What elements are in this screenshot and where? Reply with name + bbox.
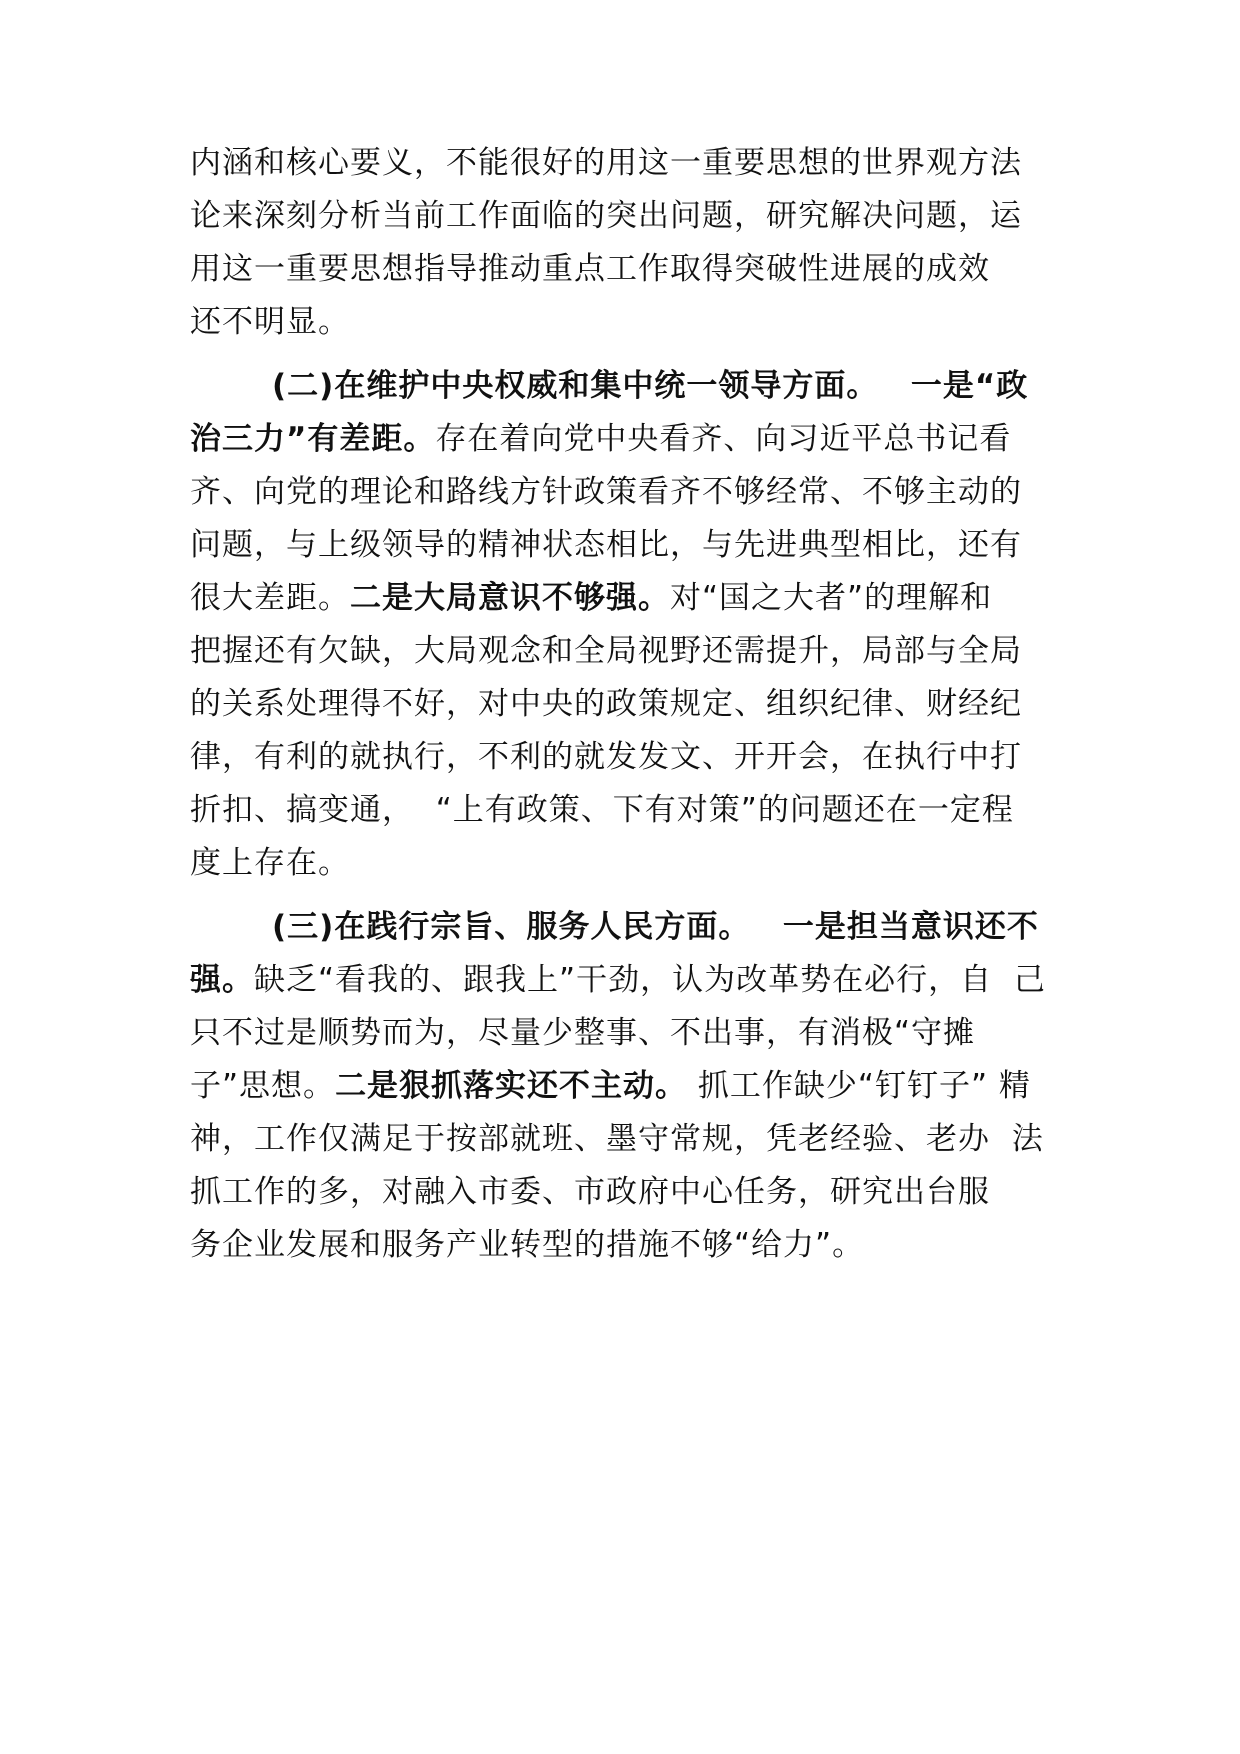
section2-line-8: 律，有利的就执行，不利的就发发文、开开会，在执行中打 — [190, 739, 1022, 775]
section3-line-6: 抓工作的多，对融入市委、市政府中心任务，研究出台服 — [190, 1174, 990, 1210]
section2-line-2 — [190, 419, 1011, 459]
section2-heading-line — [272, 366, 1028, 406]
section2-line-5 — [190, 578, 992, 618]
section3-point1-title-b: 强。 — [190, 962, 254, 998]
section3-line-2-text: 缺乏“看我的、跟我上”干劲，认为改革势在必行，自 己 — [254, 962, 1046, 998]
intro-line-4: 还不明显。 — [190, 304, 350, 340]
section2-line-5-tail: 对“国之大者”的理解和 — [670, 580, 993, 616]
section3-line-2 — [190, 960, 1046, 1000]
section2-heading: (二)在维护中央权威和集中统一领导方面。 — [272, 368, 879, 404]
section2-line-7: 的关系处理得不好，对中央的政策规定、组织纪律、财经纪 — [190, 686, 1022, 722]
section2-line-4: 问题，与上级领导的精神状态相比，与先进典型相比，还有 — [190, 527, 1022, 563]
section2-point1-title-a: 一是“政 — [910, 368, 1029, 404]
intro-line-2: 论来深刻分析当前工作面临的突出问题，研究解决问题，运 — [190, 198, 1022, 234]
section3-line-4-tail: 抓工作缺少“钉钉子” 精 — [687, 1068, 1031, 1104]
section2-line-2-text: 存在着向党中央看齐、向习近平总书记看 — [435, 421, 1012, 457]
section2-line-3: 齐、向党的理论和路线方针政策看齐不够经常、不够主动的 — [190, 474, 1022, 510]
section3-heading: (三)在践行宗旨、服务人民方面。 — [272, 909, 751, 945]
section3-line-5: 神，工作仅满足于按部就班、墨守常规，凭老经验、老办 法 — [190, 1121, 1044, 1157]
section3-point2-title: 二是狠抓落实还不主动。 — [335, 1068, 688, 1104]
section2-line-5-text: 很大差距。 — [190, 580, 350, 616]
section3-line-4-text: 子”思想。 — [190, 1068, 336, 1104]
section2-point1-title-b: 治三力”有差距。 — [190, 421, 436, 457]
section3-line-4 — [190, 1066, 1031, 1106]
intro-line-1: 内涵和核心要义，不能很好的用这一重要思想的世界观方法 — [190, 145, 1022, 181]
section3-point1-title-a: 一是担当意识还不 — [782, 909, 1039, 945]
section3-line-7: 务企业发展和服务产业转型的措施不够“给力”。 — [190, 1227, 865, 1263]
section2-line-10: 度上存在。 — [190, 845, 350, 881]
section2-line-6: 把握还有欠缺，大局观念和全局视野还需提升，局部与全局 — [190, 633, 1022, 669]
section3-heading-line — [272, 907, 1039, 947]
intro-line-3: 用这一重要思想指导推动重点工作取得突破性进展的成效 — [190, 251, 990, 287]
section3-line-3: 只不过是顺势而为，尽量少整事、不出事，有消极“守摊 — [190, 1015, 976, 1051]
section2-point2-title: 二是大局意识不够强。 — [350, 580, 670, 616]
section2-line-9: 折扣、搞变通， “上有政策、下有对策”的问题还在一定程 — [190, 792, 1014, 828]
